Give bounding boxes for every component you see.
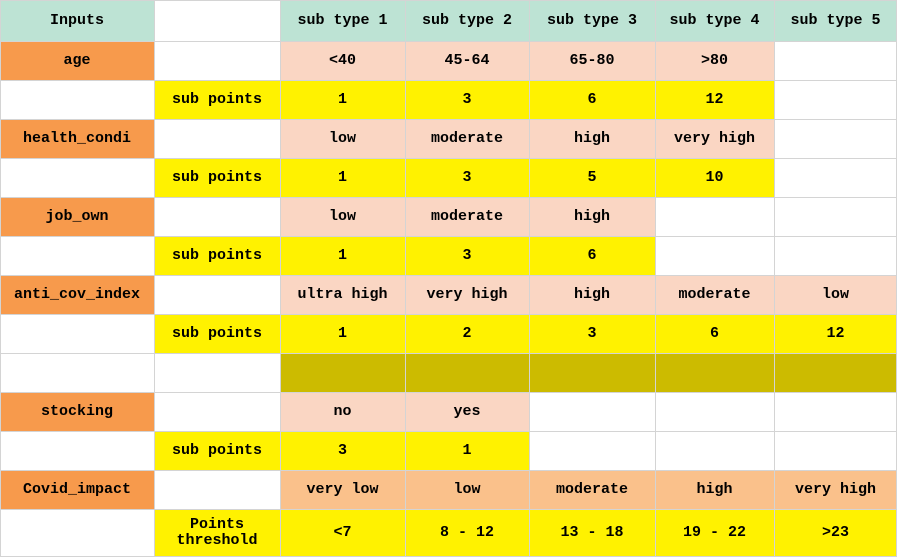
cell-r11-c7[interactable] [774, 392, 897, 431]
cell-r9-c5[interactable]: 3 [529, 314, 655, 353]
cell-r11-c4[interactable]: yes [405, 392, 529, 431]
cell-r4-c6[interactable]: very high [655, 119, 774, 158]
cell-r12-c5[interactable] [529, 431, 655, 470]
cell-r12-c1[interactable] [0, 431, 154, 470]
cell-r5-c4[interactable]: 3 [405, 158, 529, 197]
cell-r7-c4[interactable]: 3 [405, 236, 529, 275]
cell-r14-c7[interactable]: >23 [774, 509, 897, 557]
cell-r7-c1[interactable] [0, 236, 154, 275]
cell-r8-c7[interactable]: low [774, 275, 897, 314]
cell-r13-c1[interactable]: Covid_impact [0, 470, 154, 509]
cell-r13-c2[interactable] [154, 470, 280, 509]
cell-r2-c1[interactable]: age [0, 41, 154, 80]
cell-r8-c2[interactable] [154, 275, 280, 314]
cell-r14-c3[interactable]: <7 [280, 509, 405, 557]
cell-r14-c5[interactable]: 13 - 18 [529, 509, 655, 557]
cell-r10-c4[interactable] [405, 353, 529, 392]
gridline-vertical [529, 0, 530, 557]
cell-r3-c3[interactable]: 1 [280, 80, 405, 119]
cell-r13-c3[interactable]: very low [280, 470, 405, 509]
cell-r14-c6[interactable]: 19 - 22 [655, 509, 774, 557]
gridline-horizontal [0, 119, 897, 120]
cell-r1-c7[interactable]: sub type 5 [774, 0, 897, 41]
cell-r4-c3[interactable]: low [280, 119, 405, 158]
cell-r1-c3[interactable]: sub type 1 [280, 0, 405, 41]
cell-r8-c4[interactable]: very high [405, 275, 529, 314]
cell-r2-c6[interactable]: >80 [655, 41, 774, 80]
cell-r6-c2[interactable] [154, 197, 280, 236]
cell-r12-c4[interactable]: 1 [405, 431, 529, 470]
cell-r9-c3[interactable]: 1 [280, 314, 405, 353]
cell-r14-c1[interactable] [0, 509, 154, 557]
cell-r2-c2[interactable] [154, 41, 280, 80]
gridline-horizontal [0, 197, 897, 198]
cell-r1-c5[interactable]: sub type 3 [529, 0, 655, 41]
cell-r9-c7[interactable]: 12 [774, 314, 897, 353]
cell-r1-c2[interactable] [154, 0, 280, 41]
cell-r4-c4[interactable]: moderate [405, 119, 529, 158]
cell-r3-c5[interactable]: 6 [529, 80, 655, 119]
cell-r2-c7[interactable] [774, 41, 897, 80]
cell-r11-c5[interactable] [529, 392, 655, 431]
gridline-horizontal [0, 41, 897, 42]
cell-r12-c2[interactable]: sub points [154, 431, 280, 470]
cell-r3-c1[interactable] [0, 80, 154, 119]
cell-r8-c5[interactable]: high [529, 275, 655, 314]
cell-r14-c4[interactable]: 8 - 12 [405, 509, 529, 557]
cell-r10-c1[interactable] [0, 353, 154, 392]
cell-r10-c3[interactable] [280, 353, 405, 392]
cell-r5-c7[interactable] [774, 158, 897, 197]
gridline-horizontal [0, 314, 897, 315]
cell-r5-c5[interactable]: 5 [529, 158, 655, 197]
cell-r1-c6[interactable]: sub type 4 [655, 0, 774, 41]
gridline-vertical [774, 0, 775, 557]
cell-r13-c7[interactable]: very high [774, 470, 897, 509]
cell-r8-c3[interactable]: ultra high [280, 275, 405, 314]
gridline-horizontal [0, 0, 897, 1]
cell-r1-c1[interactable]: Inputs [0, 0, 154, 41]
gridline-horizontal [0, 236, 897, 237]
cell-r11-c2[interactable] [154, 392, 280, 431]
cell-r11-c1[interactable]: stocking [0, 392, 154, 431]
cell-r11-c6[interactable] [655, 392, 774, 431]
cell-r7-c5[interactable]: 6 [529, 236, 655, 275]
cell-r6-c3[interactable]: low [280, 197, 405, 236]
cell-r6-c7[interactable] [774, 197, 897, 236]
cell-r8-c1[interactable]: anti_cov_index [0, 275, 154, 314]
cell-r1-c4[interactable]: sub type 2 [405, 0, 529, 41]
gridline-horizontal [0, 392, 897, 393]
cell-r5-c6[interactable]: 10 [655, 158, 774, 197]
cell-r7-c7[interactable] [774, 236, 897, 275]
cell-r4-c7[interactable] [774, 119, 897, 158]
cell-r7-c2[interactable]: sub points [154, 236, 280, 275]
cell-r12-c3[interactable]: 3 [280, 431, 405, 470]
cell-r5-c1[interactable] [0, 158, 154, 197]
cell-r9-c6[interactable]: 6 [655, 314, 774, 353]
cell-r6-c5[interactable]: high [529, 197, 655, 236]
cell-r2-c4[interactable]: 45-64 [405, 41, 529, 80]
cell-r9-c1[interactable] [0, 314, 154, 353]
cell-r14-c2[interactable]: Points threshold [154, 509, 280, 557]
cell-r3-c2[interactable]: sub points [154, 80, 280, 119]
cell-r10-c2[interactable] [154, 353, 280, 392]
cell-r3-c7[interactable] [774, 80, 897, 119]
gridline-horizontal [0, 275, 897, 276]
cell-r5-c2[interactable]: sub points [154, 158, 280, 197]
cell-r6-c4[interactable]: moderate [405, 197, 529, 236]
cell-r9-c2[interactable]: sub points [154, 314, 280, 353]
cell-r13-c5[interactable]: moderate [529, 470, 655, 509]
cell-r12-c6[interactable] [655, 431, 774, 470]
cell-r12-c7[interactable] [774, 431, 897, 470]
cell-r10-c7[interactable] [774, 353, 897, 392]
cell-r10-c5[interactable] [529, 353, 655, 392]
cell-r11-c3[interactable]: no [280, 392, 405, 431]
gridline-vertical [154, 0, 155, 557]
gridline-horizontal [0, 353, 897, 354]
cell-r4-c2[interactable] [154, 119, 280, 158]
cell-r6-c6[interactable] [655, 197, 774, 236]
cell-r7-c3[interactable]: 1 [280, 236, 405, 275]
gridline-vertical [280, 0, 281, 557]
cell-r3-c4[interactable]: 3 [405, 80, 529, 119]
gridline-horizontal [0, 431, 897, 432]
gridline-vertical [655, 0, 656, 557]
gridline-vertical [405, 0, 406, 557]
cell-r3-c6[interactable]: 12 [655, 80, 774, 119]
cell-r13-c6[interactable]: high [655, 470, 774, 509]
cell-r4-c1[interactable]: health_condi [0, 119, 154, 158]
cell-r5-c3[interactable]: 1 [280, 158, 405, 197]
cell-r4-c5[interactable]: high [529, 119, 655, 158]
gridline-vertical [0, 0, 1, 557]
gridline-horizontal [0, 80, 897, 81]
cell-r7-c6[interactable] [655, 236, 774, 275]
cell-r2-c3[interactable]: <40 [280, 41, 405, 80]
cell-r6-c1[interactable]: job_own [0, 197, 154, 236]
cell-r8-c6[interactable]: moderate [655, 275, 774, 314]
gridline-horizontal [0, 470, 897, 471]
cell-r2-c5[interactable]: 65-80 [529, 41, 655, 80]
cell-r9-c4[interactable]: 2 [405, 314, 529, 353]
cell-r10-c6[interactable] [655, 353, 774, 392]
cell-r13-c4[interactable]: low [405, 470, 529, 509]
gridline-horizontal [0, 509, 897, 510]
gridline-horizontal [0, 158, 897, 159]
